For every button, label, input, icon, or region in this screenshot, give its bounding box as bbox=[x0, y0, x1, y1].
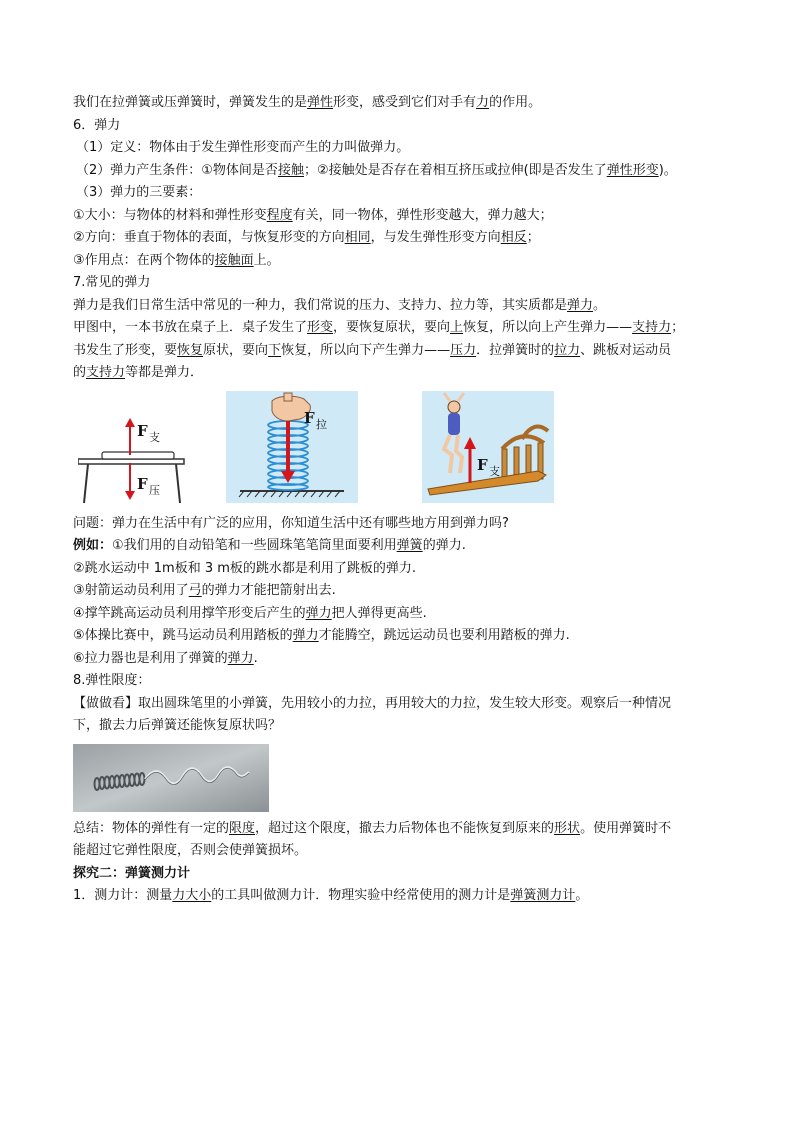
force-label: F bbox=[304, 408, 315, 427]
text: 书发生了形变，要 bbox=[73, 342, 178, 358]
underlined-answer: 接触面 bbox=[214, 252, 254, 268]
magnitude-line bbox=[73, 205, 733, 228]
diver-head bbox=[448, 401, 460, 413]
table-leg bbox=[84, 464, 88, 503]
text: 、跳板对运动员 bbox=[580, 342, 672, 358]
text: 。 bbox=[593, 297, 607, 313]
example-line-2: ②跳水运动中 1m板和 3 m板的跳水都是利用了跳板的弹力. bbox=[73, 560, 417, 576]
force-subscript: 压 bbox=[149, 483, 160, 497]
underlined-answer: 支持力 bbox=[632, 320, 672, 335]
underlined-answer: 相同 bbox=[344, 230, 371, 245]
direction-line bbox=[73, 227, 733, 250]
force-subscript: 拉 bbox=[316, 417, 327, 431]
example-line-3 bbox=[73, 580, 733, 603]
book bbox=[102, 452, 174, 459]
text: ①我们用的自动铅笔和一些圆珠笔笔筒里面要利用 bbox=[112, 538, 397, 553]
paragraph-spring-intro bbox=[73, 92, 733, 115]
text: ，与发生弹性形变方向 bbox=[370, 230, 501, 245]
table-leg bbox=[176, 464, 180, 503]
question-line: 问题：弹力在生活中有广泛的应用，你知道生活中还有哪些地方用到弹力吗? bbox=[73, 515, 509, 531]
definition-line: （1）定义：物体由于发生弹性形变而产生的力叫做弹力。 bbox=[76, 140, 410, 155]
underlined-answer: 相反 bbox=[500, 230, 527, 245]
underlined-answer: 弹性形变 bbox=[606, 162, 659, 178]
heading-elastic-force: 6．弹力 bbox=[73, 117, 121, 133]
arrow-down-head bbox=[125, 491, 135, 500]
underlined-answer: 力大小 bbox=[172, 888, 212, 903]
underlined-answer: 弓 bbox=[188, 583, 202, 598]
try-it-line-1: 【做做看】取出圆珠笔里的小弹簧，先用较小的力拉，再用较大的力拉，发生较大形变。观察后一种情况 bbox=[73, 695, 672, 711]
book-table-line-3 bbox=[73, 362, 733, 385]
diver-body bbox=[448, 413, 460, 435]
text: 原状，要向 bbox=[203, 342, 269, 358]
wrist bbox=[284, 393, 292, 401]
three-elements-line: （3）弹力的三要素： bbox=[76, 185, 202, 200]
heading-elastic-limit: 8.弹性限度： bbox=[73, 673, 151, 688]
text: 形变，感受到它们对手有 bbox=[333, 95, 477, 110]
arrow-up-head bbox=[125, 418, 135, 427]
text: 上。 bbox=[253, 252, 280, 268]
text: ⑤体操比赛中，跳马运动员利用踏板的 bbox=[73, 628, 293, 643]
example-label: 例如： bbox=[73, 538, 113, 553]
underlined-answer: 弹力 bbox=[227, 650, 254, 666]
text: ； bbox=[671, 320, 685, 335]
text: ⑥拉力器也是利用了弹簧的 bbox=[73, 650, 228, 666]
text: 甲图中，一本书放在桌子上．桌子发生了 bbox=[73, 320, 308, 335]
force-label: F bbox=[137, 421, 148, 440]
text: ，超过这个限度，撤去力后物体也不能恢复到原来的 bbox=[255, 820, 555, 836]
underlined-answer: 拉力 bbox=[554, 342, 581, 358]
text: ； bbox=[526, 230, 540, 245]
text: )。 bbox=[658, 162, 677, 178]
underlined-answer: 形状 bbox=[554, 820, 581, 836]
summary-line-1 bbox=[73, 818, 733, 841]
text: 总结：物体的弹性有一定的 bbox=[73, 820, 230, 836]
force-label: F bbox=[477, 455, 488, 474]
figure-row bbox=[73, 391, 733, 511]
text: 有关，同一物体，弹性形变越大，弹力越大； bbox=[292, 207, 553, 223]
text: ．拉弹簧时的 bbox=[476, 342, 555, 358]
underlined-answer: 弹力 bbox=[567, 297, 594, 313]
underlined-answer: 力 bbox=[476, 95, 490, 110]
book-table-line-2 bbox=[73, 340, 733, 363]
text: 1．测力计：测量 bbox=[73, 888, 173, 903]
text: ，要恢复原状，要向 bbox=[333, 320, 451, 335]
force-label: F bbox=[137, 474, 148, 493]
text: 的弹力才能把箭射出去. bbox=[201, 583, 336, 598]
text: 的作用。 bbox=[489, 95, 542, 110]
book-on-table-figure bbox=[78, 415, 190, 507]
text: . bbox=[253, 650, 258, 666]
underlined-answer: 程度 bbox=[266, 207, 293, 223]
example-line-5 bbox=[73, 625, 733, 648]
text: ④撑竿跳高运动员利用撑竿形变后产生的 bbox=[73, 605, 306, 621]
underlined-answer: 下 bbox=[268, 342, 282, 358]
underlined-answer: 弹簧测力计 bbox=[510, 888, 576, 903]
underlined-answer: 上 bbox=[450, 320, 464, 335]
text: 等都是弹力． bbox=[125, 365, 204, 380]
action-point-line bbox=[73, 250, 733, 273]
stretched-spring-photo bbox=[73, 744, 269, 812]
summary-line-2: 能超过它弹性限度，否则会使弹簧损坏。 bbox=[73, 843, 308, 858]
underlined-answer: 恢复 bbox=[177, 342, 204, 358]
underlined-answer: 接触 bbox=[277, 162, 304, 178]
text: 的弹力. bbox=[422, 538, 466, 553]
spring-pull-figure bbox=[226, 391, 358, 503]
text: 把人弹得更高些. bbox=[331, 605, 427, 621]
heading-common-forces: 7.常见的弹力 bbox=[73, 275, 151, 290]
underlined-answer: 限度 bbox=[229, 820, 256, 836]
text: ③作用点：在两个物体的 bbox=[73, 252, 215, 268]
text: （2）弹力产生条件：①物体间是否 bbox=[76, 162, 278, 178]
text: 的工具叫做测力计．物理实验中经常使用的测力计是 bbox=[211, 888, 511, 903]
document-page bbox=[73, 92, 733, 908]
text: 。 bbox=[575, 888, 589, 903]
springboard-diver-figure bbox=[422, 391, 554, 503]
example-line-4 bbox=[73, 603, 733, 626]
condition-line bbox=[73, 160, 733, 183]
book-table-line-1 bbox=[73, 317, 733, 340]
text: 恢复，所以向下产生弹力—— bbox=[281, 342, 451, 358]
example-line-1 bbox=[73, 535, 733, 558]
example-line-6 bbox=[73, 648, 733, 671]
underlined-answer: 压力 bbox=[450, 342, 477, 358]
text: ③射箭运动员利用了 bbox=[73, 583, 189, 598]
text: 我们在拉弹簧或压弹簧时，弹簧发生的是 bbox=[73, 95, 308, 110]
heading-explore-two: 探究二：弹簧测力计 bbox=[73, 865, 191, 881]
text: 恢复，所以向上产生弹力—— bbox=[463, 320, 633, 335]
underlined-answer: 弹簧 bbox=[396, 538, 423, 553]
common-forces-line bbox=[73, 295, 733, 318]
try-it-line-2: 下，撤去力后弹簧还能恢复原状吗？ bbox=[73, 718, 282, 733]
underlined-answer: 形变 bbox=[307, 320, 334, 335]
text: ；②接触处是否存在着相互挤压或拉伸(即是否发生了 bbox=[303, 162, 607, 178]
underlined-answer: 支持力 bbox=[86, 365, 126, 380]
underlined-answer: 弹力 bbox=[292, 628, 319, 643]
underlined-answer: 弹力 bbox=[305, 605, 332, 621]
force-subscript: 支 bbox=[489, 464, 500, 478]
underlined-answer: 弹性 bbox=[307, 95, 334, 110]
text: 弹力是我们日常生活中常见的一种力，我们常说的压力、支持力、拉力等，其实质都是 bbox=[73, 297, 568, 313]
text: ①大小：与物体的材料和弹性形变 bbox=[73, 207, 267, 223]
text: 的 bbox=[73, 365, 87, 380]
dynamometer-line bbox=[73, 885, 733, 908]
text: 才能腾空，跳远运动员也要利用踏板的弹力. bbox=[318, 628, 570, 643]
text: ②方向：垂直于物体的表面，与恢复形变的方向 bbox=[73, 230, 345, 245]
force-subscript: 支 bbox=[149, 430, 160, 444]
text: 。使用弹簧时不 bbox=[580, 820, 672, 836]
